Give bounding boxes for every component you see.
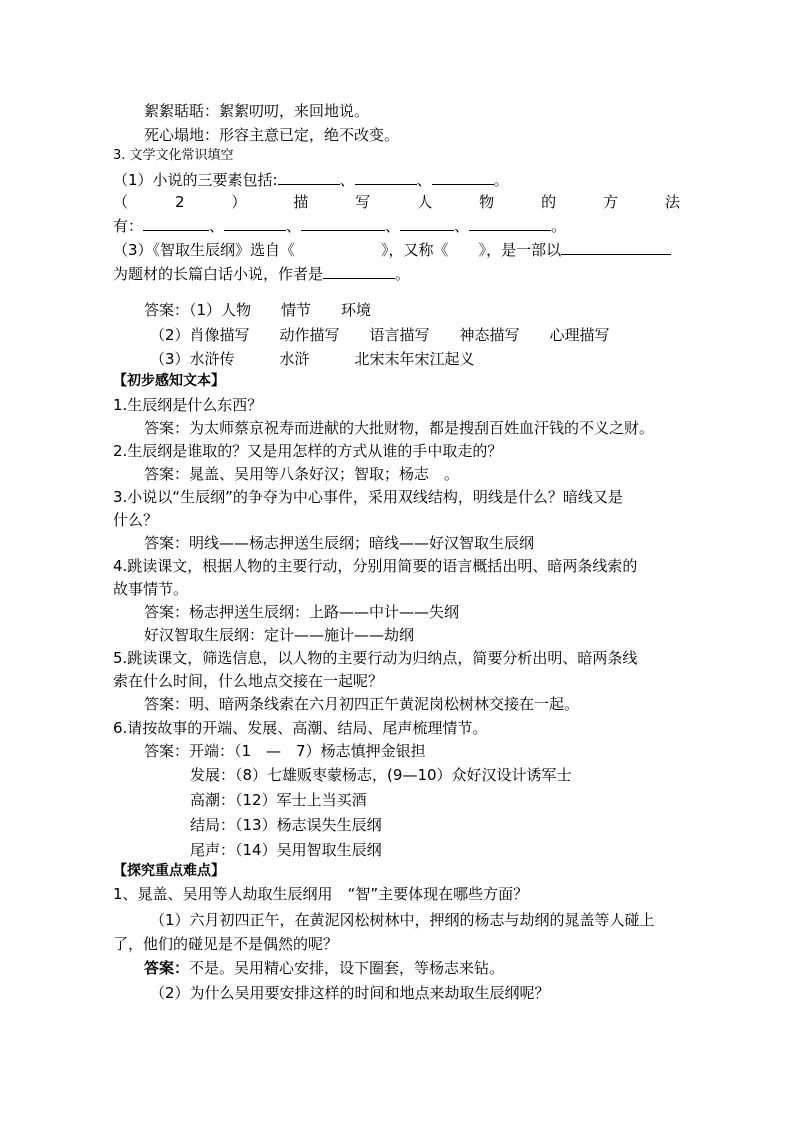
perception-q4-line-2: 故事情节。 [113, 580, 189, 598]
perception-q1: 1.生辰纲是什么东西？ [113, 396, 263, 414]
answer-blank [432, 170, 494, 185]
explore-sub2: （2）为什么吴用要安排这样的时间和地点来劫取生辰纲呢？ [150, 984, 550, 1002]
perception-q6: 6.请按故事的开端、发展、高潮、结局、尾声梳理情节。 [113, 719, 488, 737]
explore-sub1-line-2: 了，他们的碰见是不是偶然的呢？ [113, 935, 339, 953]
perception-a3: 答案：明线——杨志押送生辰纲；暗线——好汉智取生辰纲 [144, 534, 535, 552]
perception-q4-line-1: 4.跳读课文，根据人物的主要行动，分别用简要的语言概括出明、暗两条线索的 [113, 557, 638, 575]
perception-a6-climax: 高潮：（12）军士上当买酒 [190, 791, 367, 809]
question-3-1: （1）小说的三要素包括: 、 、 。 [113, 171, 509, 189]
perception-a2: 答案：晁盖、吴用等八条好汉；智取；杨志 。 [144, 465, 460, 483]
answer-blank [224, 216, 286, 231]
question-3-3-line-1: （3）《智取生辰纲》选自《 》，又称《 》，是一部以 [113, 240, 671, 260]
section-header-explore: 【探究重点难点】 [113, 863, 225, 879]
answer-3-1: 答案：（1）人物 情节 环境 [144, 301, 372, 319]
vocab-line-1: 絮絮聒聒：絮絮叨叨，来回地说。 [144, 102, 370, 120]
section-header-perception: 【初步感知文本】 [113, 373, 225, 389]
perception-q5-line-2: 索在什么时间，什么地点交接在一起呢？ [113, 672, 384, 690]
section-3-title: 3. 文学文化常识填空 [113, 148, 234, 163]
explore-q1: 1、晁盖、吴用等人劫取生辰纲用 “智”主要体现在哪些方面？ [113, 885, 529, 903]
answer-blank [469, 216, 551, 231]
vocab-line-2: 死心塌地：形容主意已定，绝不改变。 [144, 126, 400, 144]
perception-a5: 答案：明、暗两条线索在六月初四正午黄泥岗松树林交接在一起。 [144, 695, 580, 713]
perception-q2: 2.生辰纲是谁取的？又是用怎样的方式从谁的手中取走的？ [113, 442, 503, 460]
answer-blank [301, 216, 385, 231]
answer-blank [278, 170, 340, 185]
perception-a1: 答案：为太师蔡京祝寿而进献的大批财物，都是搜刮百姓血汗钱的不义之财。 [144, 419, 655, 437]
perception-a4-line-1: 答案：杨志押送生辰纲：上路——中计——失纲 [144, 603, 460, 621]
perception-a4-line-2: 好汉智取生辰纲：定计——施计——劫纲 [144, 626, 415, 644]
answer-blank [323, 264, 395, 279]
perception-a6-epilogue: 尾声：（14）吴用智取生辰纲 [190, 841, 382, 859]
perception-a6-ending: 结局：（13）杨志误失生辰纲 [190, 816, 382, 834]
question-3-2-line-1: （ 2 ） 描 写 人 物 的 方 法 [113, 193, 680, 211]
perception-q5-line-1: 5.跳读课文，筛选信息，以人物的主要行动为归纳点，简要分析出明、暗两条线 [113, 649, 638, 667]
answer-3-2: （2）肖像描写 动作描写 语言描写 神态描写 心理描写 [150, 326, 610, 344]
answer-blank [143, 216, 209, 231]
answer-blank [355, 170, 417, 185]
explore-sub1-line-1: （1）六月初四正午，在黄泥冈松树林中，押纲的杨志与劫纲的晁盖等人碰上 [150, 911, 655, 929]
perception-q3-line-1: 3.小说以“生辰纲”的争夺为中心事件，采用双线结构，明线是什么？暗线又是 [113, 488, 623, 506]
perception-q3-line-2: 什么？ [113, 511, 159, 529]
question-3-3-line-2: 为题材的长篇白话小说，作者是 。 [113, 265, 411, 283]
question-3-2-line-2: 有： 、 、 、 、 。 [113, 217, 567, 235]
answer-blank [561, 240, 671, 255]
perception-a6-development: 发展：（8）七雄贩枣蒙杨志，(9—10）众好汉设计诱军士 [190, 766, 572, 784]
answer-blank [400, 216, 454, 231]
perception-a6-opening: 答案：开端：（1 — 7）杨志慎押金银担 [144, 742, 426, 760]
explore-sub1-answer: 答案：不是。吴用精心安排，设下圈套，等杨志来钻。 [144, 959, 505, 977]
answer-3-3: （3）水浒传 水浒 北宋末年宋江起义 [150, 350, 475, 368]
